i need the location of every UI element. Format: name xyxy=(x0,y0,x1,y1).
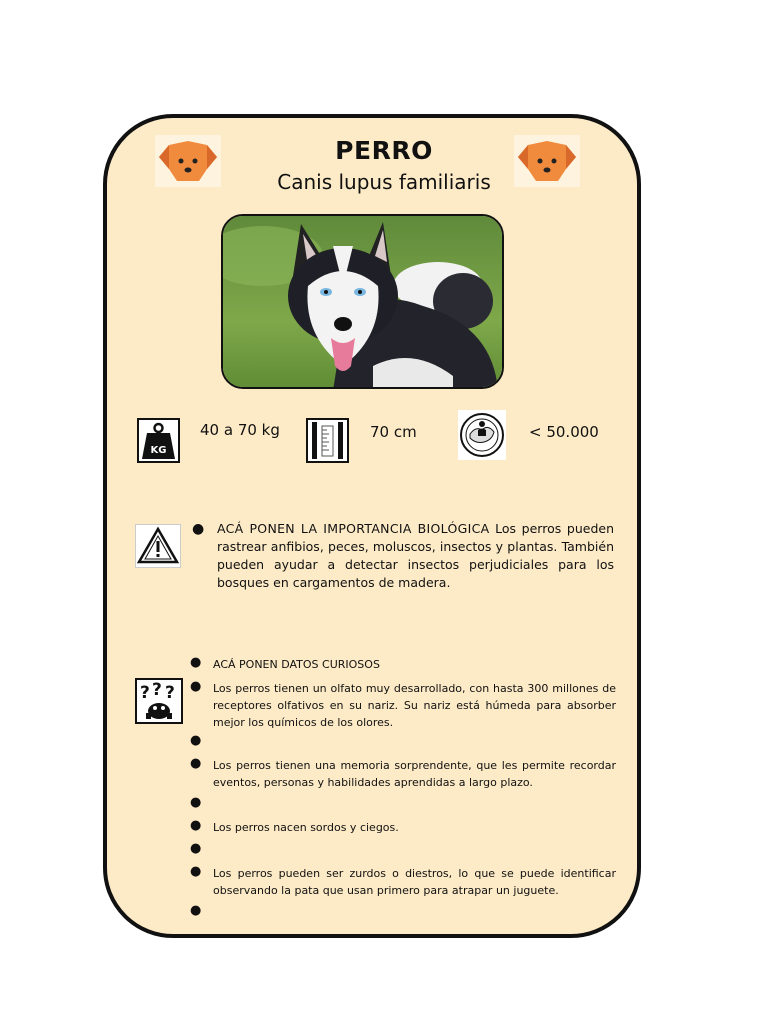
height-value: 70 cm xyxy=(370,423,417,441)
list-item: ● ACÁ PONEN DATOS CURIOSOS xyxy=(190,656,616,673)
list-item: ● Los perros tienen una memoria sorprendente, que les permite recordar eventos, personas y habilidades aprendidas a largo plazo. xyxy=(190,756,616,789)
page-title: PERRO xyxy=(335,136,433,165)
population-globe-icon xyxy=(458,410,506,460)
ruler-icon xyxy=(306,418,349,463)
svg-text:?: ? xyxy=(152,680,162,700)
weight-value: 40 a 70 kg xyxy=(200,421,280,439)
fact-text: Los perros pueden ser zurdos o diestros, lo que se puede identificar observando la pata que usan primero para atrapar un juguete. xyxy=(213,867,616,897)
list-item: ● Los perros tienen un olfato muy desarrollado, con hasta 300 millones de receptores olfativos en su nariz. Su nariz está húmeda para absorber mejor los químicos de los olores. xyxy=(190,679,616,729)
importance-text: Los perros pueden rastrear anfibios, peces, moluscos, insectos y plantas. También pueden ayudar a detectar insectos perjudiciales para los bosques en cargamentos de madera. xyxy=(217,521,614,590)
warning-icon xyxy=(135,524,181,568)
importance-heading: ACÁ PONEN LA IMPORTANCIA BIOLÓGICA xyxy=(217,521,490,536)
weight-icon-label: KG xyxy=(150,445,167,456)
list-item: ● Los perros pueden ser zurdos o diestros, lo que se puede identificar observando la pata que usan primero para atrapar un juguete. xyxy=(190,864,616,897)
svg-text:?: ? xyxy=(140,683,150,703)
husky-dog-photo xyxy=(221,214,504,389)
biological-importance xyxy=(192,520,614,592)
fact-text: Los perros tienen un olfato muy desarrollado, con hasta 300 millones de receptores olfativos en su nariz. Su nariz está húmeda para absorber mejor los químicos de los olores. xyxy=(213,682,616,729)
curious-facts-icon xyxy=(135,678,183,724)
weight-icon xyxy=(137,418,180,463)
svg-text:?: ? xyxy=(165,683,175,703)
bullet: ● xyxy=(192,521,205,537)
population-value: < 50.000 xyxy=(529,423,599,441)
scientific-name: Canis lupus familiaris xyxy=(277,170,491,194)
list-item: ● Los perros nacen sordos y ciegos. xyxy=(190,819,616,836)
fact-text: Los perros nacen sordos y ciegos. xyxy=(213,821,399,834)
facts-heading: ACÁ PONEN DATOS CURIOSOS xyxy=(213,658,380,671)
fact-text: Los perros tienen una memoria sorprendente, que les permite recordar eventos, personas y habilidades aprendidas a largo plazo. xyxy=(213,759,616,789)
